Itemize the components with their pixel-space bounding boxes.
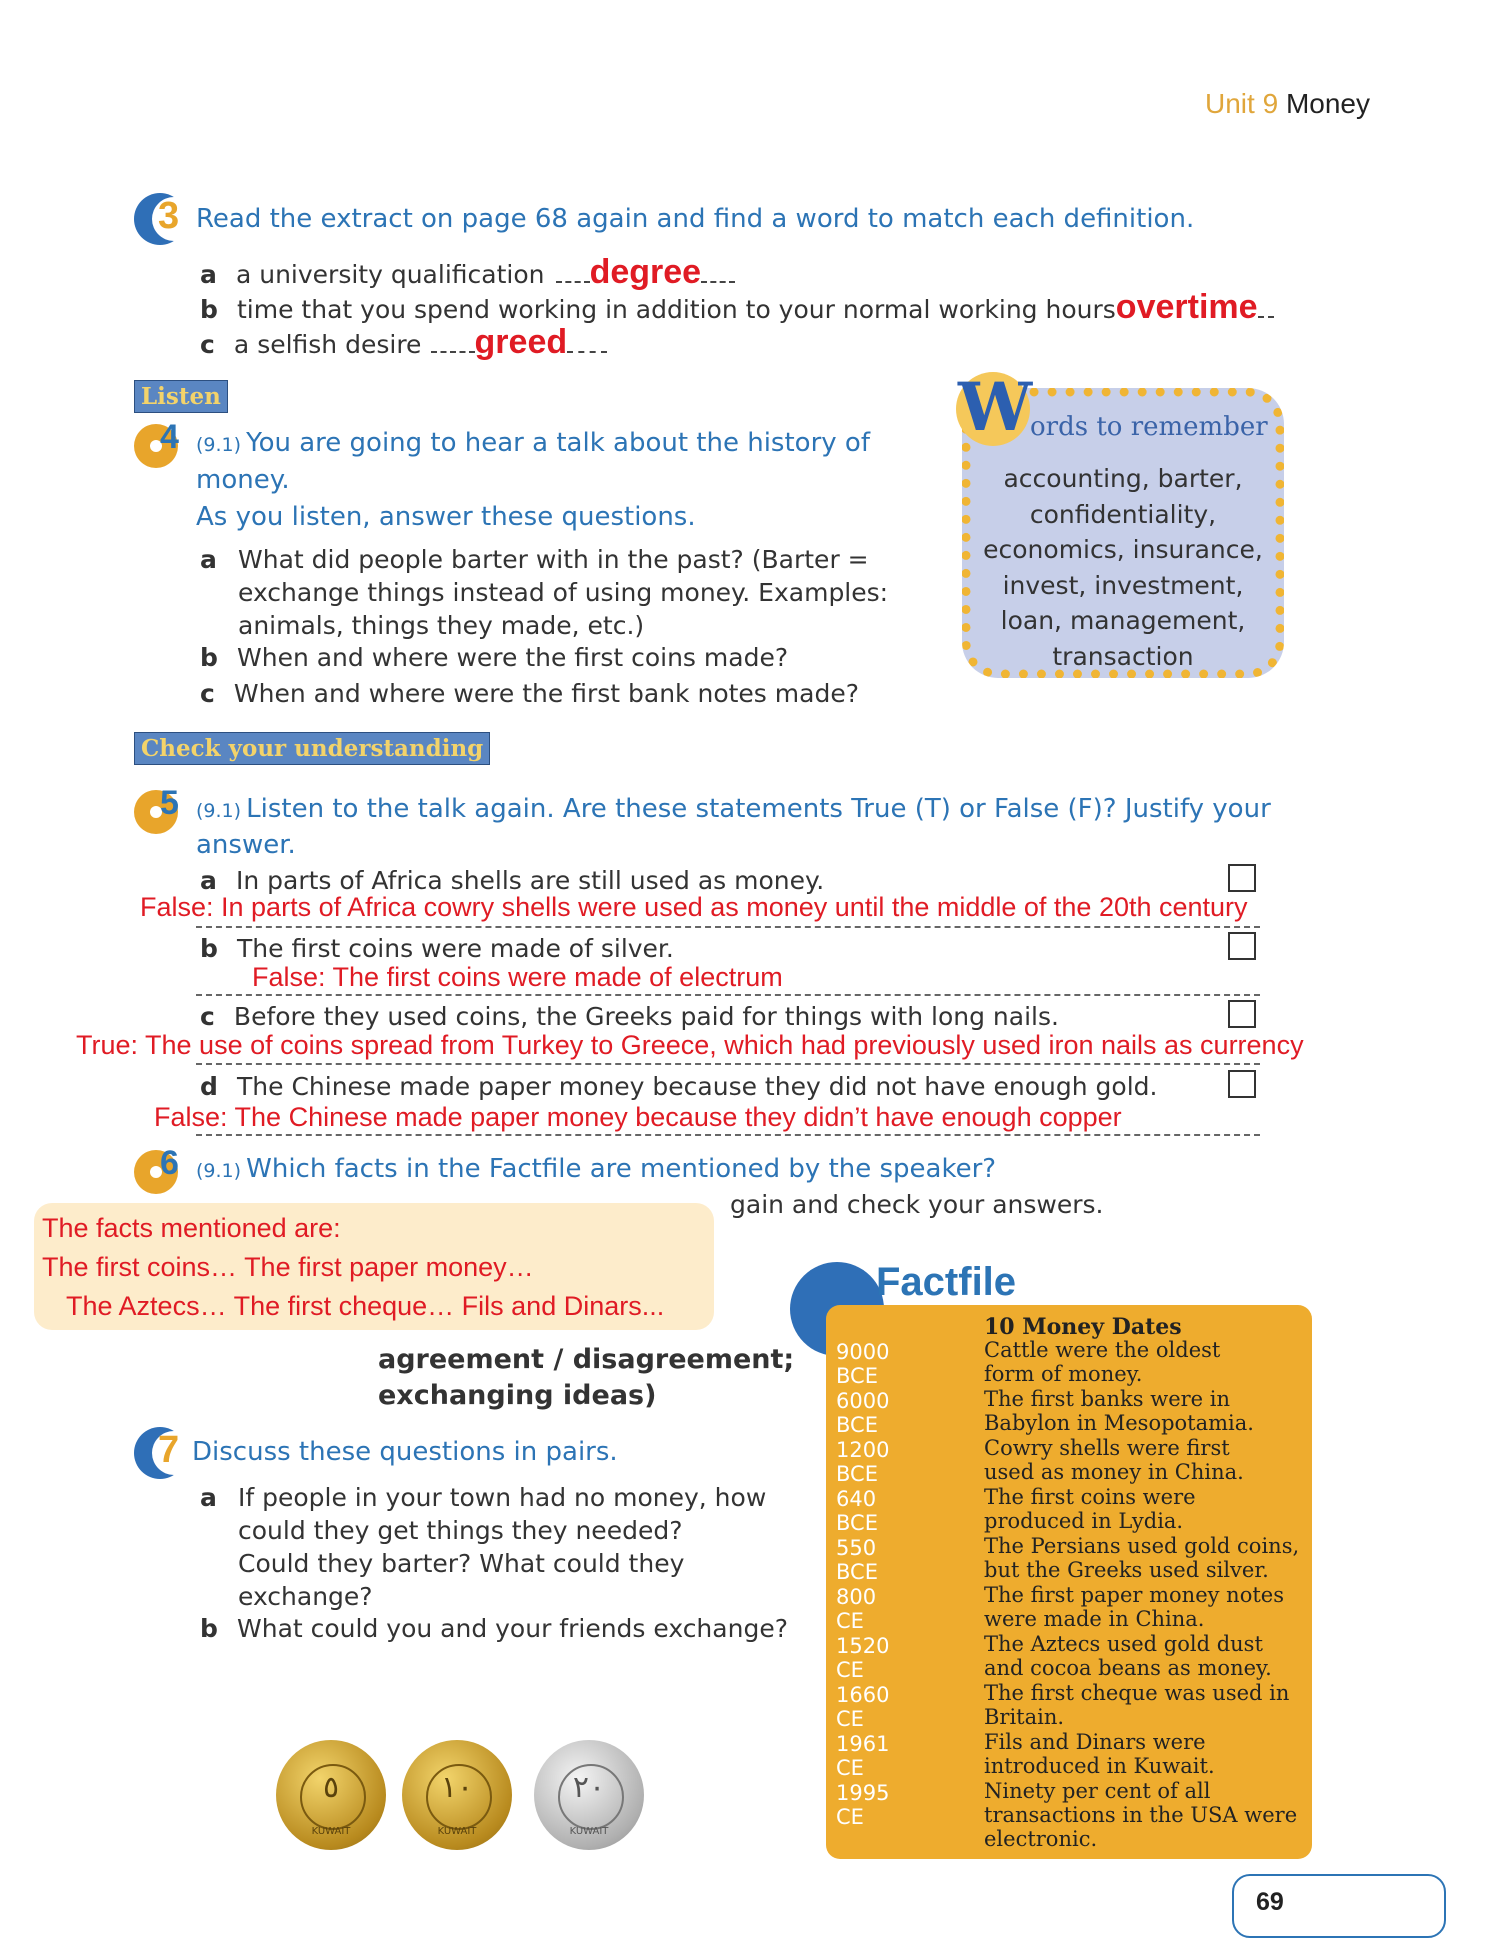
question-3-badge: 3 — [134, 193, 186, 245]
speaking-hint-line-1: agreement / disagreement; — [378, 1344, 795, 1375]
q4-item-b: b When and where were the first coins made? — [200, 643, 789, 672]
question-5-number: 5 — [160, 784, 179, 822]
q5-b-checkbox[interactable] — [1228, 932, 1256, 960]
q5-a-answer: False: In parts of Africa cowry shells were used as money until the middle of the 20th century — [140, 892, 1248, 922]
answer-note: The facts mentioned are: The first coins… The first paper money… The Aztecs… The first cheque… Fils and Dinars... — [34, 1203, 714, 1330]
q7-item-b: b What could you and your friends exchange? — [200, 1614, 788, 1643]
question-5-title: (9.1) Listen to the talk again. Are these statements True (T) or False (F)? Justify your — [196, 794, 1271, 824]
listen-tag: Listen — [134, 380, 228, 413]
question-6-subtitle: gain and check your answers. — [730, 1190, 1104, 1219]
kuwait-5-fils-coin: ٥ KUWAIT — [276, 1740, 386, 1850]
question-4-instruction: As you listen, answer these questions. — [196, 502, 696, 532]
q5-statement-d: d The Chinese made paper money because they did not have enough gold. — [200, 1072, 1158, 1101]
q3-item-c: c a selfish desire greed — [200, 323, 607, 362]
q5-statement-b: b The first coins were made of silver. — [200, 934, 674, 963]
unit-header — [1205, 88, 1370, 120]
q4-item-c: c When and where were the first bank notes made? — [200, 679, 859, 708]
question-4-number: 4 — [160, 418, 179, 456]
check-understanding-tag: Check your understanding — [134, 732, 490, 765]
kuwait-20-fils-coin: ٢٠ KUWAIT — [534, 1740, 644, 1850]
unit-title: Money — [1285, 88, 1370, 119]
q5-statement-c: c Before they used coins, the Greeks paid for things with long nails. — [200, 1002, 1059, 1031]
kuwait-10-fils-coin: ١٠ KUWAIT — [402, 1740, 512, 1850]
answer-overtime: overtime — [1115, 288, 1258, 326]
question-7-badge: 7 — [134, 1427, 186, 1479]
q5-c-answer: True: The use of coins spread from Turkey to Greece, which had previously used iron nails as currency — [76, 1030, 1304, 1060]
q5-c-checkbox[interactable] — [1228, 1000, 1256, 1028]
q5-b-answer: False: The first coins were made of electrum — [252, 962, 783, 992]
q5-d-answer: False: The Chinese made paper money because they didn’t have enough copper — [154, 1102, 1122, 1132]
question-3-title: Read the extract on page 68 again and find a word to match each definition. — [196, 204, 1195, 234]
q4-item-a: a What did people barter with in the past? (Barter = exchange things instead of using money. Examples: animals, things they made, etc.) — [200, 545, 889, 640]
q5-a-checkbox[interactable] — [1228, 864, 1256, 892]
answer-line — [196, 1134, 1260, 1136]
answer-degree: degree — [589, 253, 702, 291]
factfile-title: Factfile — [876, 1260, 1017, 1304]
factfile-heading: 10 Money Dates — [984, 1314, 1182, 1340]
question-6-number: 6 — [160, 1144, 179, 1182]
question-7-title: Discuss these questions in pairs. — [192, 1437, 618, 1467]
page-number-tab — [1232, 1874, 1446, 1938]
speaking-hint-line-2: exchanging ideas) — [378, 1380, 657, 1411]
question-4-title-2: money. — [196, 465, 290, 495]
answer-greed: greed — [474, 323, 568, 361]
question-6-title: (9.1) Which facts in the Factfile are mentioned by the speaker? — [196, 1154, 997, 1184]
words-list: accounting, barter, confidentiality, economics, insurance, invest, investment, loan, management, transaction — [983, 464, 1263, 671]
q3-item-b: b time that you spend working in addition to your normal working hoursovertime — [200, 288, 1274, 327]
answer-line — [196, 926, 1260, 928]
question-4-title: (9.1) You are going to hear a talk about the history of — [196, 428, 870, 458]
words-title: ords to remember — [1030, 412, 1268, 442]
question-5-title-2: answer. — [196, 830, 296, 860]
words-title-initial: W — [958, 368, 1033, 446]
q7-item-a: a If people in your town had no money, how could they get things they needed? Could they barter? What could they exchange? — [200, 1483, 767, 1611]
q5-statement-a: a In parts of Africa shells are still used as money. — [200, 866, 825, 895]
answer-line — [196, 1063, 1260, 1065]
q5-d-checkbox[interactable] — [1228, 1070, 1256, 1098]
answer-line — [196, 994, 1260, 996]
page-number: 69 — [1256, 1888, 1284, 1916]
q3-item-a: a a university qualification degree — [200, 253, 735, 292]
unit-number: Unit 9 — [1205, 88, 1279, 119]
